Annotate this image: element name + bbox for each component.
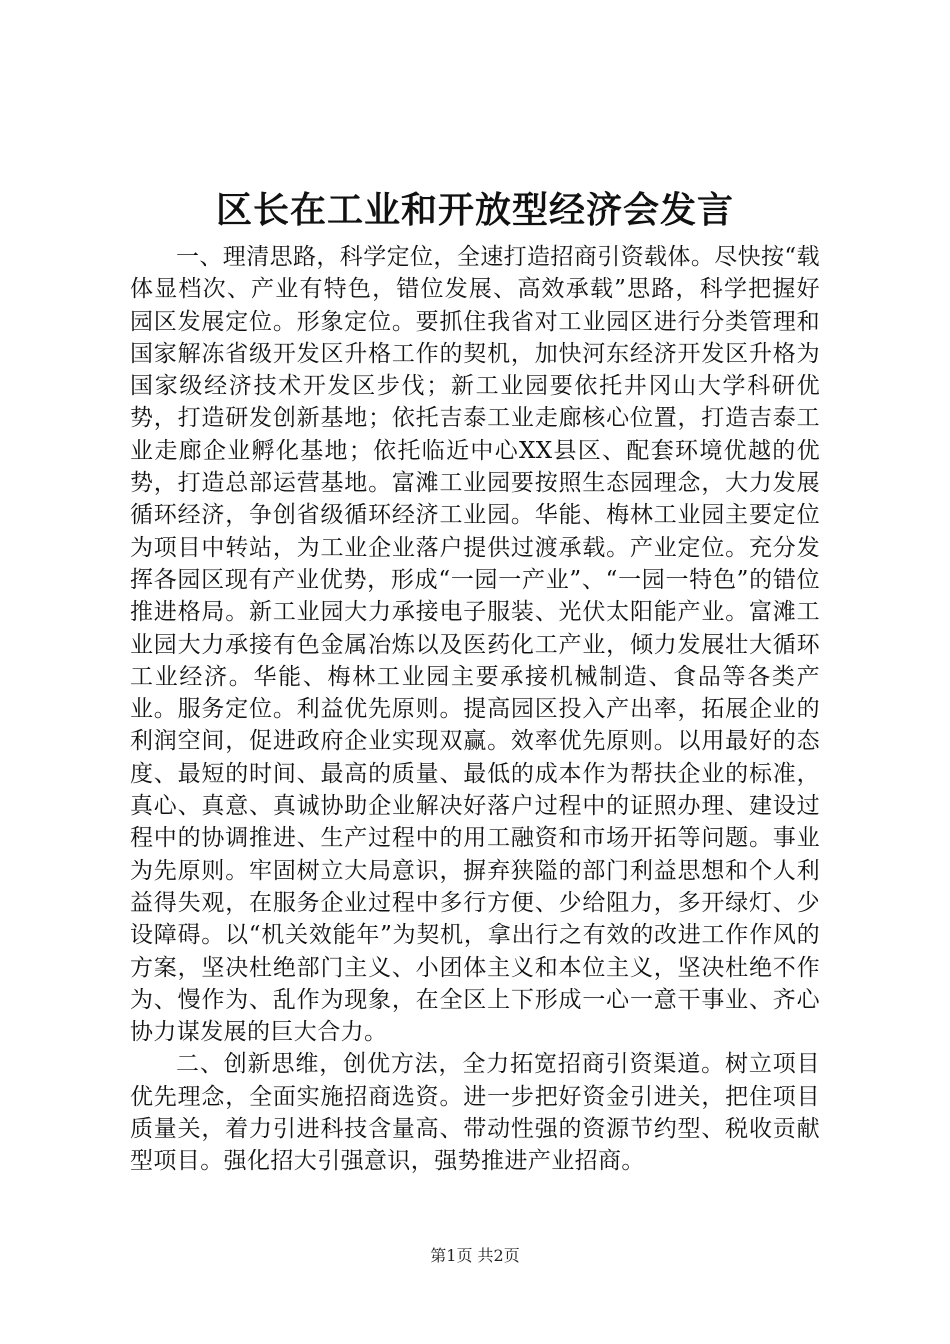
page-number: 第1页 共2页 bbox=[430, 1246, 520, 1265]
paragraph-1: 一、理清思路，科学定位，全速打造招商引资载体。尽快按“载体显档次、产业有特色，错位发展、高效承载”思路，科学把握好园区发展定位。形象定位。要抓住我省对工业园区进行分类管理和国家解冻省级开发区升格工作的契机，加快河东经济开发区升格为国家级经济技术开发区步伐；新工业园要依托井冈山大学科研优势，打造研发创新基地；依托吉泰工业走廊核心位置，打造吉泰工业走廊企业孵化基地；依托临近中心XX县区、配套环境优越的优势，打造总部运营基地。富滩工业园要按照生态园理念，大力发展循环经济，争创省级循环经济工业园。华能、梅林工业园主要定位为项目中转站，为工业企业落户提供过渡承载。产业定位。充分发挥各园区现有产业优势，形成“一园一产业”、“一园一特色”的错位推进格局。新工业园大力承接电子服装、光伏太阳能产业。富滩工业园大力承接有色金属冶炼以及医药化工产业，倾力发展壮大循环工业经济。华能、梅林工业园主要承接机械制造、食品等各类产业。服务定位。利益优先原则。提高园区投入产出率，拓展企业的利润空间，促进政府企业实现双赢。效率优先原则。以用最好的态度、最短的时间、最高的质量、最低的成本作为帮扶企业的标准，真心、真意、真诚协助企业解决好落户过程中的证照办理、建设过程中的协调推进、生产过程中的用工融资和市场开拓等问题。事业为先原则。牢固树立大局意识，摒弃狭隘的部门利益思想和个人利益得失观，在服务企业过程中多行方便、少给阻力，多开绿灯、少设障碍。以“机关效能年”为契机，拿出行之有效的改进工作作风的方案，坚决杜绝部门主义、小团体主义和本位主义，坚决杜绝不作为、慢作为、乱作为现象，在全区上下形成一心一意干事业、齐心协力谋发展的巨大合力。 bbox=[130, 244, 820, 1046]
document-body bbox=[130, 241, 820, 1178]
document-title: 区长在工业和开放型经济会发言 bbox=[215, 189, 734, 231]
paragraph-2: 二、创新思维，创优方法，全力拓宽招商引资渠道。树立项目优先理念，全面实施招商选资。进一步把好资金引进关，把住项目质量关，着力引进科技含量高、带动性强的资源节约型、税收贡献型项目。强化招大引强意识，强势推进产业招商。 bbox=[130, 1051, 820, 1175]
